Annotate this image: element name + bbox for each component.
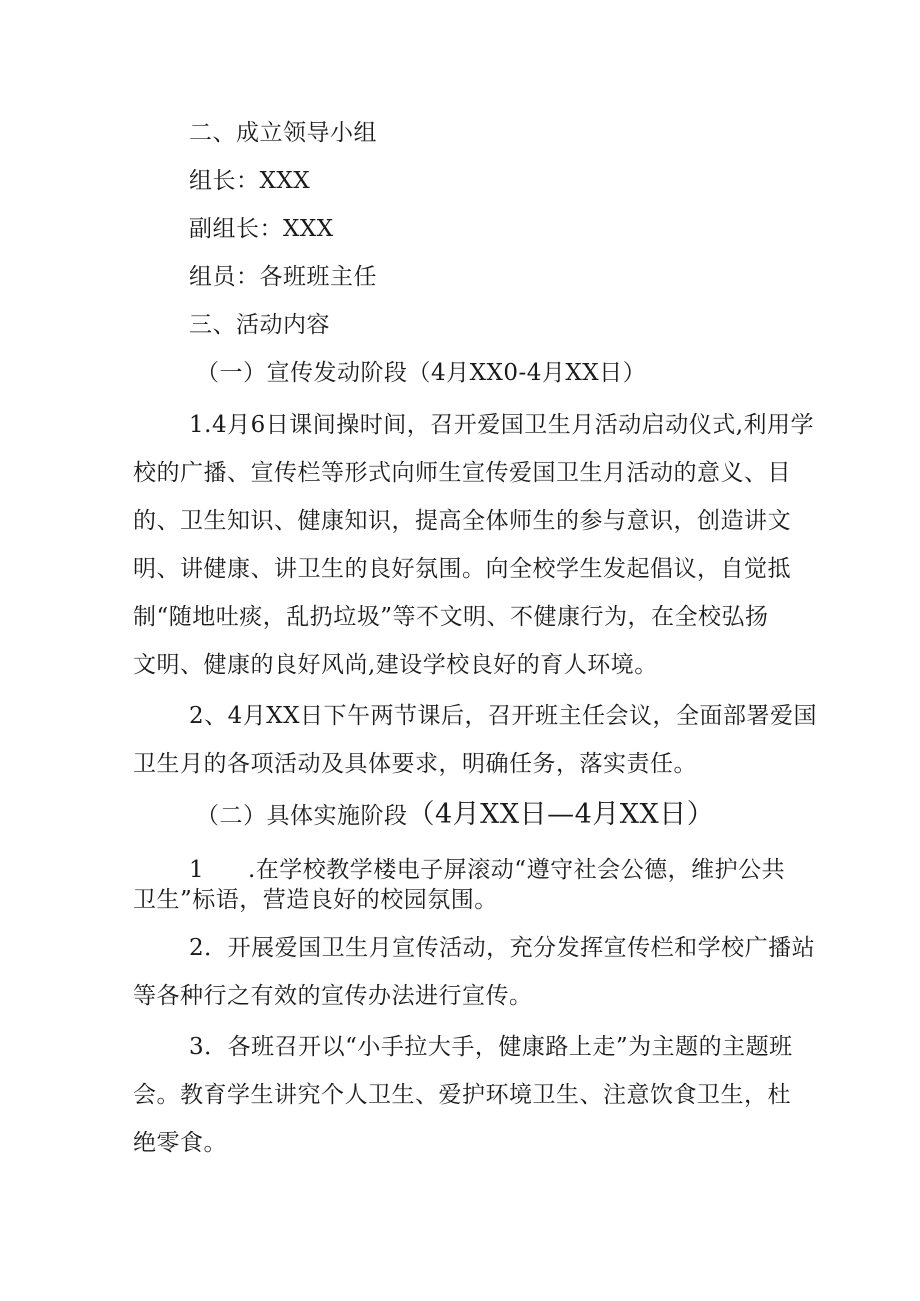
phase2-item1-line-2: 卫生”标语，营造良好的校园氛围。	[133, 887, 498, 913]
leader-line: 组长：XXX	[189, 168, 311, 194]
phase2-item3-line-1: 3．各班召开以“小手拉大手，健康路上走”为主题的主题班	[189, 1034, 793, 1060]
phase1-item1-line-5: 制“随地吐痰，乱扔垃圾”等不文明、不健康行为，在全校弘扬	[133, 604, 769, 630]
phase1-title: （一）宣传发动阶段（4月XX0-4月XX日）	[196, 360, 647, 386]
phase2-title-prefix: （二）具体实施阶段	[196, 803, 408, 829]
phase1-item2-line-1: 2、4月XX日下午两节课后，召开班主任会议，全面部署爱国	[189, 703, 818, 729]
phase2-item1-number: 1	[189, 857, 205, 883]
phase1-item1-line-6: 文明、健康的良好风尚,建设学校良好的育人环境。	[133, 652, 658, 678]
phase2-item2-line-2: 等各种行之有效的宣传办法进行宣传。	[133, 983, 533, 1009]
phase1-item1-line-4: 明、讲健康、讲卫生的良好氛围。向全校学生发起倡议，自觉抵	[133, 556, 791, 582]
phase2-title	[196, 800, 714, 831]
phase1-item1-line-3: 的、卫生知识、健康知识，提高全体师生的参与意识，创造讲文	[133, 508, 791, 534]
phase2-item3-line-3: 绝零食。	[133, 1130, 227, 1156]
phase2-title-dates: （4月XX日—4月XX日）	[407, 799, 715, 830]
phase1-item1-line-2: 校的广播、宣传栏等形式向师生宣传爱国卫生月活动的意义、目	[133, 460, 791, 486]
members-line: 组员：各班班主任	[189, 264, 377, 290]
phase2-item1-line-1: .在学校教学楼电子屏滚动“遵守社会公德，维护公共	[248, 857, 786, 883]
phase1-item1-line-1: 1.4月6日课间操时间，召开爱国卫生月活动启动仪式,利用学	[189, 412, 815, 438]
section-heading-leadership-group: 二、成立领导小组	[189, 120, 377, 146]
phase2-item2-line-1: 2．开展爱国卫生月宣传活动，充分发挥宣传栏和学校广播站	[189, 935, 816, 961]
section-heading-activity-content: 三、活动内容	[189, 312, 330, 338]
deputy-leader-line: 副组长：XXX	[189, 216, 334, 242]
phase1-item2-line-2: 卫生月的各项活动及具体要求，明确任务，落实责任。	[133, 751, 697, 777]
phase2-item3-line-2: 会。教育学生讲究个人卫生、爱护环境卫生、注意饮食卫生，杜	[133, 1082, 791, 1108]
